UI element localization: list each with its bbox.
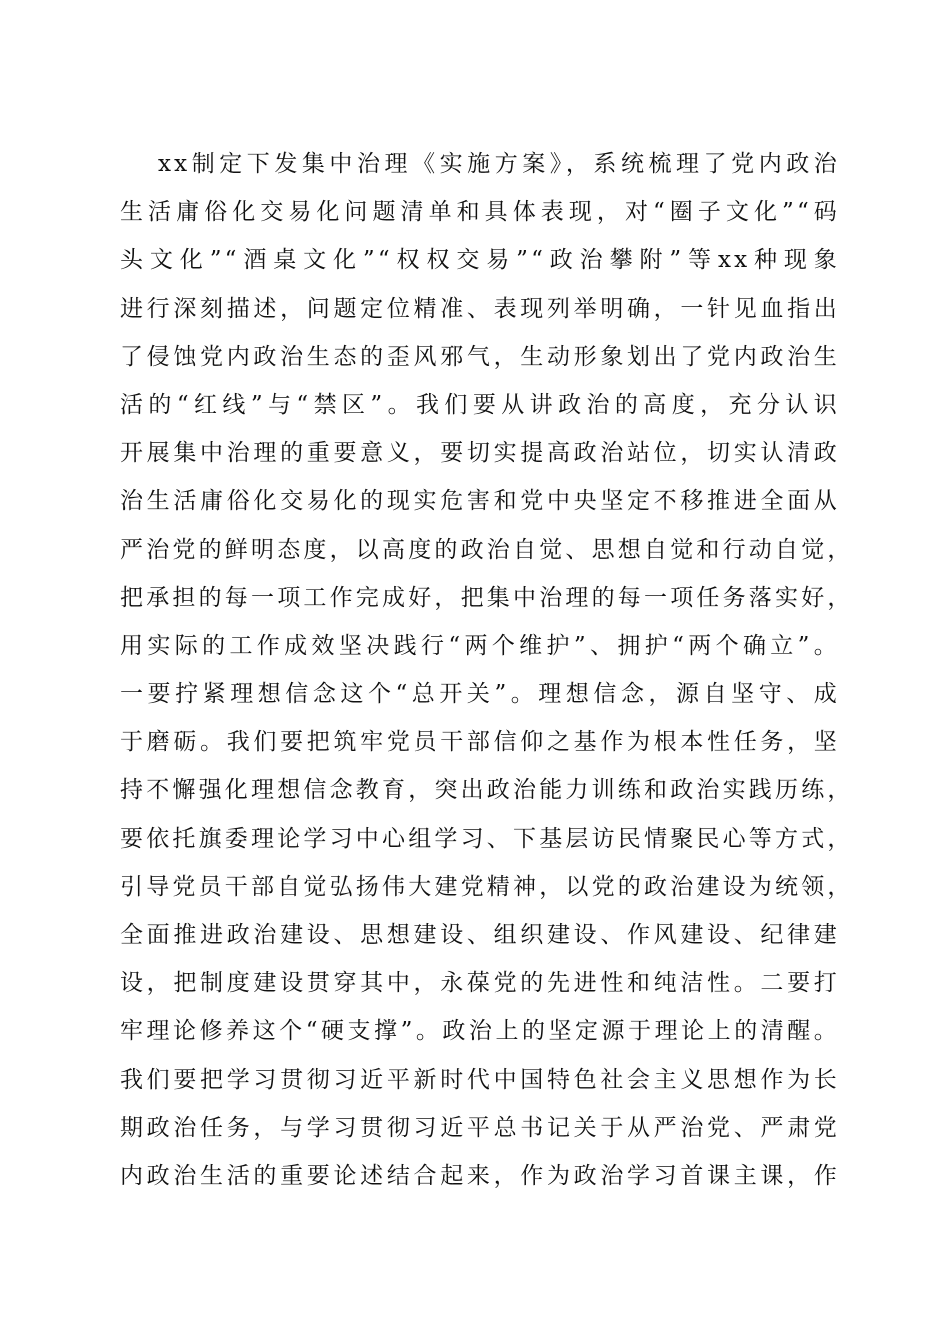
text-line: 要依托旗委理论学习中心组学习、下基层访民情聚民心等方式， <box>120 825 854 852</box>
text-line: 牢理论修养这个“硬支撑”。政治上的坚定源于理论上的清醒。 <box>120 1018 840 1045</box>
text-line: 持不懈强化理想信念教育，突出政治能力训练和政治实践历练， <box>120 777 854 804</box>
text-line: 用实际的工作成效坚决践行“两个维护”、拥护“两个确立”。 <box>120 632 840 659</box>
text-line: 头文化”“酒桌文化”“权权交易”“政治攀附”等xx种现象 <box>120 247 840 274</box>
text-line: 期政治任务，与学习贯彻习近平总书记关于从严治党、严肃党 <box>120 1114 840 1141</box>
text-line: 内政治生活的重要论述结合起来，作为政治学习首课主课，作 <box>120 1162 840 1189</box>
text-line: 了侵蚀党内政治生态的歪风邪气，生动形象划出了党内政治生 <box>120 343 840 370</box>
text-line: 严治党的鲜明态度，以高度的政治自觉、思想自觉和行动自觉， <box>120 536 854 563</box>
text-line: xx制定下发集中治理《实施方案》，系统梳理了党内政治 <box>158 151 840 177</box>
body-paragraph <box>120 140 854 1200</box>
text-line: 把承担的每一项工作完成好，把集中治理的每一项任务落实好， <box>120 584 854 611</box>
text-line: 生活庸俗化交易化问题清单和具体表现，对“圈子文化”“码 <box>120 199 840 226</box>
text-line: 活的“红线”与“禁区”。我们要从讲政治的高度，充分认识 <box>120 391 840 418</box>
text-line: 开展集中治理的重要意义，要切实提高政治站位，切实认清政 <box>120 440 840 467</box>
text-line: 进行深刻描述，问题定位精准、表现列举明确，一针见血指出 <box>120 295 840 322</box>
text-line: 我们要把学习贯彻习近平新时代中国特色社会主义思想作为长 <box>120 1066 840 1093</box>
text-line: 设，把制度建设贯穿其中，永葆党的先进性和纯洁性。二要打 <box>120 970 840 997</box>
text-line: 于磨砺。我们要把筑牢党员干部信仰之基作为根本性任务，坚 <box>120 729 840 756</box>
text-line: 一要拧紧理想信念这个“总开关”。理想信念，源自坚守、成 <box>120 681 840 708</box>
text-line: 全面推进政治建设、思想建设、组织建设、作风建设、纪律建 <box>120 922 840 948</box>
text-line: 治生活庸俗化交易化的现实危害和党中央坚定不移推进全面从 <box>120 488 840 515</box>
text-line: 引导党员干部自觉弘扬伟大建党精神，以党的政治建设为统领， <box>120 873 854 900</box>
